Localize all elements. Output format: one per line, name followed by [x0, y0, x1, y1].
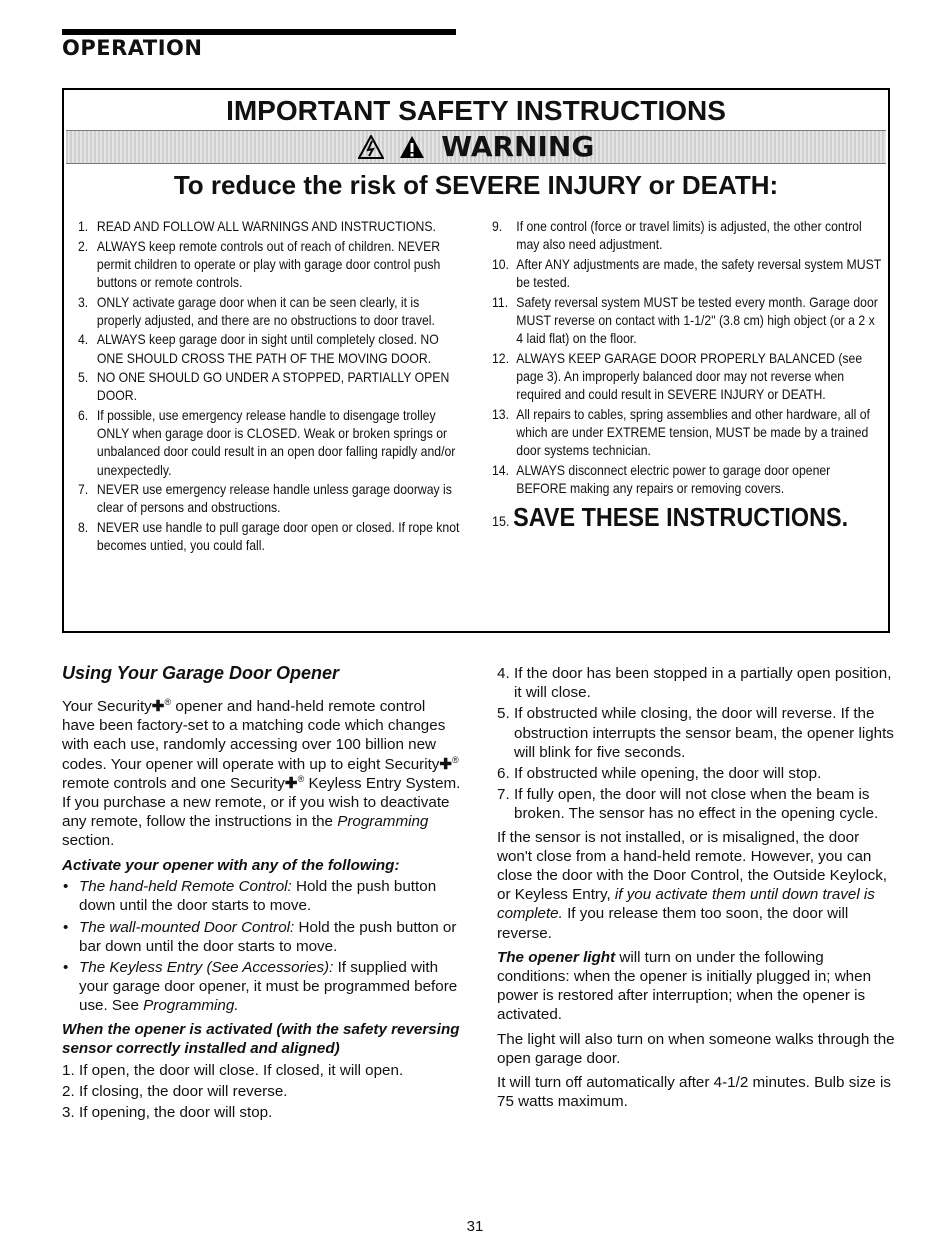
safety-rule: 6. If possible, use emergency release handle to disengage trolley ONLY when garage door is CLOSED. Weak or broken springs or unbalanced door could result in an open door falling rapidly and/or unexpectedly.	[78, 407, 456, 478]
safety-rule: 3. ONLY activate garage door when it can be seen clearly, it is properly adjusted, and there are no obstructions to door travel.	[78, 294, 435, 328]
light-off-paragraph: It will turn off automatically after 4-1/2 minutes. Bulb size is 75 watts maximum.	[497, 1074, 891, 1111]
electrical-hazard-icon	[358, 135, 384, 159]
safety-rule: 9. If one control (force or travel limits) is adjusted, the other control may also need adjustment.	[492, 219, 862, 253]
left-column	[62, 662, 462, 1126]
safety-rule: 1. READ AND FOLLOW ALL WARNINGS AND INSTRUCTIONS.	[78, 219, 436, 234]
light-walk-paragraph: The light will also turn on when someone walks through the open garage door.	[497, 1030, 895, 1067]
list-item: 3. If opening, the door will stop.	[62, 1103, 273, 1121]
list-item: 6. If obstructed while opening, the door will stop.	[497, 765, 822, 783]
plus-icon: ✚	[151, 698, 165, 715]
warning-triangle-icon	[399, 135, 425, 159]
safety-rule: 13. All repairs to cables, spring assemblies and other hardware, all of which are under EXTREME tension, MUST be made by a trained door systems technician.	[492, 406, 870, 458]
safety-rule: 12. ALWAYS KEEP GARAGE DOOR PROPERLY BALANCED (see page 3). An improperly balanced door may not reverse when required and could result in SEVERE INJURY or DEATH.	[492, 350, 863, 402]
warning-label: WARNING	[441, 130, 595, 163]
safety-rule: 5. NO ONE SHOULD GO UNDER A STOPPED, PARTIALLY OPEN DOOR.	[78, 370, 450, 404]
safety-rule: 7. NEVER use emergency release handle unless garage doorway is clear of persons and obstructions.	[78, 482, 452, 516]
list-item: 2. If closing, the door will reverse.	[62, 1082, 288, 1100]
list-item: 1. If open, the door will close. If closed, it will open.	[62, 1061, 404, 1079]
behavior-list-right	[497, 664, 897, 824]
safety-rules-right	[492, 218, 883, 537]
list-item: • The hand-held Remote Control: Hold the push button down until the door starts to move.	[63, 878, 437, 915]
header-rule	[62, 29, 456, 35]
page-number: 31	[466, 1218, 484, 1235]
section-heading: Using Your Garage Door Opener	[62, 663, 340, 683]
risk-statement: To reduce the risk of SEVERE INJURY or DEATH:	[173, 170, 779, 200]
intro-paragraph: Your Security✚® opener and hand-held remote control have been factory-set to a matching code which changes with each use, randomly accessing over 100 billion new codes. Your opener will operate with up to eight Security✚® remote controls and one Security✚® Keyless Entry System. If you purchase a new remote, or if you wish to deactivate any remote, follow the instructions in the Programming section.	[62, 696, 461, 850]
safety-instructions-box	[62, 88, 890, 633]
list-item: 4. If the door has been stopped in a partially open position, it will close.	[497, 665, 892, 702]
activation-methods	[62, 877, 462, 1015]
activate-heading: Activate your opener with any of the following:	[62, 856, 400, 874]
safety-rule: 14. ALWAYS disconnect electric power to garage door opener BEFORE making any repairs or removing covers.	[492, 462, 831, 496]
behavior-list-left	[62, 1061, 462, 1123]
safety-title: IMPORTANT SAFETY INSTRUCTIONS	[226, 95, 726, 126]
sensor-paragraph: If the sensor is not installed, or is misaligned, the door won't close from a hand-held remote. However, you can close the door with the Door Control, the Outside Keylock, or Keyless Entry, if you activate them until down travel is complete. If you release them too soon, the door will reverse.	[497, 828, 888, 942]
right-column	[497, 664, 897, 1116]
warning-banner	[66, 130, 886, 164]
save-instructions: 15. SAVE THESE INSTRUCTIONS.	[492, 502, 849, 532]
list-item: 7. If fully open, the door will not close when the beam is broken. The sensor has no effect in the opening cycle.	[497, 786, 879, 823]
plus-icon: ✚	[284, 774, 298, 792]
safety-rule: 11. Safety reversal system MUST be tested every month. Garage door MUST reverse on contact with 1-1/2" (3.8 cm) high object (or a 2 x 4 laid flat) on the floor.	[492, 294, 878, 346]
list-item: • The wall-mounted Door Control: Hold the push button or bar down until the door starts to move.	[63, 918, 457, 955]
safety-rules-left	[78, 218, 465, 557]
warning-heading	[66, 131, 886, 163]
safety-rule: 10. After ANY adjustments are made, the safety reversal system MUST be tested.	[492, 256, 881, 290]
list-item: 5. If obstructed while closing, the door will reverse. If the obstruction interrupts the sensor beam, the opener lights will blink for five seconds.	[497, 705, 894, 761]
safety-rule: 2. ALWAYS keep remote controls out of reach of children. NEVER permit children to operate or play with garage door control push buttons or remote controls.	[78, 238, 441, 290]
light-paragraph: The opener light will turn on under the following conditions: when the opener is initially plugged in; when power is restored after interruption; when the opener is activated.	[497, 948, 872, 1024]
list-item: • The Keyless Entry (See Accessories): If supplied with your garage door opener, it must be programmed before use. See Programming.	[63, 958, 458, 1015]
when-activated-heading: When the opener is activated (with the safety reversing sensor correctly installed and aligned)	[62, 1020, 460, 1058]
section-header: OPERATION	[62, 36, 203, 60]
plus-icon: ✚	[439, 755, 453, 773]
safety-rule: 8. NEVER use handle to pull garage door open or closed. If rope knot becomes untied, you could fall.	[78, 519, 460, 554]
safety-rule: 4. ALWAYS keep garage door in sight until completely closed. NO ONE SHOULD CROSS THE PATH OF THE MOVING DOOR.	[78, 332, 439, 366]
